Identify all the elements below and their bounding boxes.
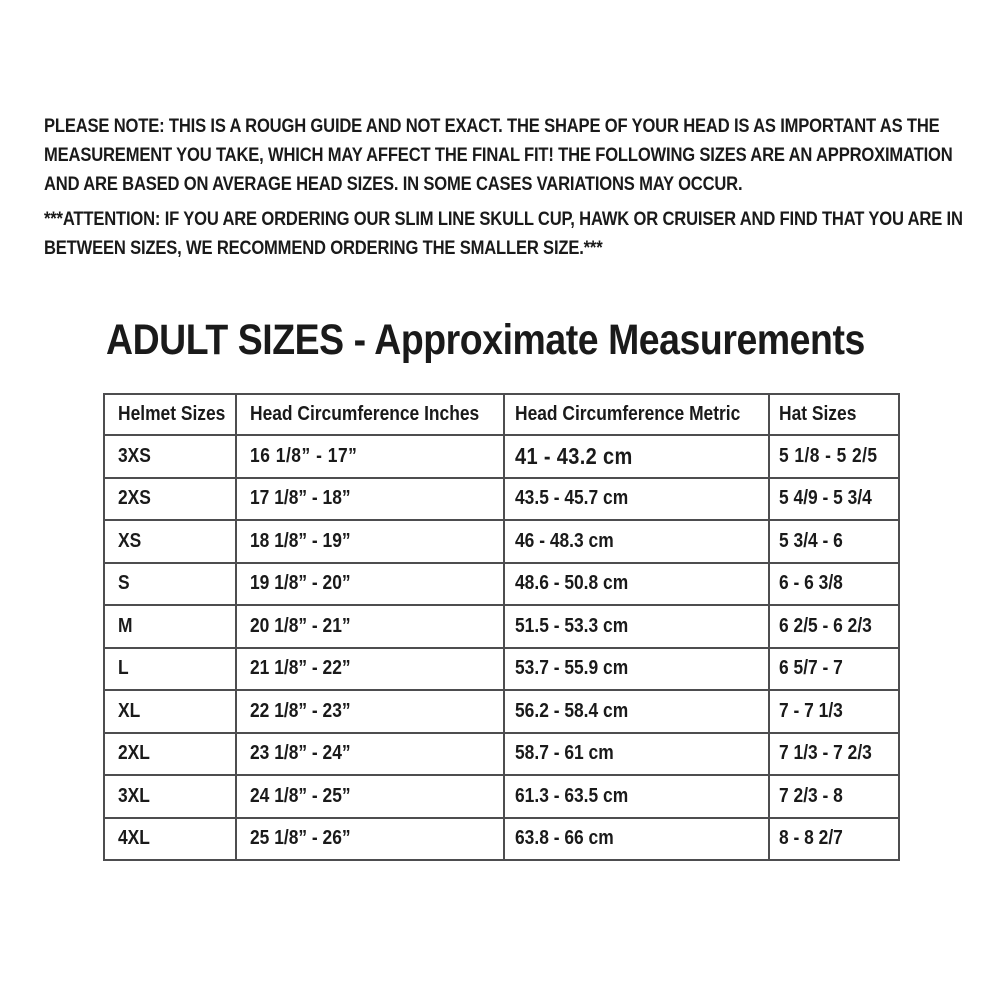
- table-cell-value: 7 - 7 1/3: [779, 699, 843, 722]
- column-header: [104, 394, 236, 435]
- table-cell-value: XL: [118, 699, 141, 722]
- table-cell: [769, 435, 899, 478]
- column-header: [236, 394, 504, 435]
- table-cell: [769, 733, 899, 776]
- table-cell: [236, 733, 504, 776]
- table-cell: [504, 605, 769, 648]
- table-cell: [236, 775, 504, 818]
- table-row: [104, 648, 899, 691]
- table-cell-value: 53.7 - 55.9 cm: [515, 657, 629, 680]
- table-cell: [104, 690, 236, 733]
- table-row: [104, 478, 899, 521]
- table-cell: [769, 478, 899, 521]
- table-cell: [236, 690, 504, 733]
- table-cell-value: 3XL: [118, 784, 150, 807]
- table-cell-value: 63.8 - 66 cm: [515, 827, 614, 850]
- table-cell-value: 5 4/9 - 5 3/4: [779, 487, 872, 510]
- table-cell-value: 25 1/8” - 26”: [250, 827, 351, 850]
- table-cell-value: L: [118, 657, 129, 680]
- column-header: [769, 394, 899, 435]
- table-cell: [769, 563, 899, 606]
- table-cell: [769, 690, 899, 733]
- please-note-paragraph: PLEASE NOTE: THIS IS A ROUGH GUIDE AND NOT EXACT. THE SHAPE OF YOUR HEAD IS AS IMPORTANT AS THE MEASUREMENT YOU TAKE, WHICH MAY AFFECT THE FINAL FIT! THE FOLLOWING SIZES ARE AN APPROXIMATION AND ARE BASED ON AVERAGE HEAD SIZES. IN SOME CASES VARIATIONS MAY OCCUR.: [44, 115, 953, 195]
- table-cell: [504, 478, 769, 521]
- column-header-label: Hat Sizes: [779, 403, 857, 425]
- table-cell: [104, 520, 236, 563]
- table-row: [104, 690, 899, 733]
- table-cell: [236, 435, 504, 478]
- table-cell-value: 7 2/3 - 8: [779, 784, 843, 807]
- table-cell-value: 3XS: [118, 444, 151, 467]
- table-cell: [504, 733, 769, 776]
- table-cell-value: S: [118, 572, 130, 595]
- table-cell: [104, 775, 236, 818]
- table-cell-value: 24 1/8” - 25”: [250, 784, 351, 807]
- table-cell: [104, 648, 236, 691]
- table-cell: [104, 563, 236, 606]
- table-cell: [769, 605, 899, 648]
- table-cell-value: 43.5 - 45.7 cm: [515, 487, 629, 510]
- column-header: [504, 394, 769, 435]
- table-cell: [769, 520, 899, 563]
- table-cell: [504, 690, 769, 733]
- table-cell-value: 20 1/8” - 21”: [250, 614, 351, 637]
- table-row: [104, 733, 899, 776]
- table-cell: [769, 818, 899, 861]
- table-cell-value: M: [118, 614, 133, 637]
- table-row: [104, 435, 899, 478]
- column-header-label: Head Circumference Metric: [515, 403, 741, 425]
- table-cell-value: 58.7 - 61 cm: [515, 742, 614, 765]
- table-cell: [236, 818, 504, 861]
- table-row: [104, 605, 899, 648]
- table-cell-value: 7 1/3 - 7 2/3: [779, 742, 872, 765]
- table-cell-value: 16 1/8” - 17”: [250, 444, 358, 467]
- table-cell-value: 2XL: [118, 742, 150, 765]
- table-cell-value: 6 - 6 3/8: [779, 572, 843, 595]
- table-cell-value: 21 1/8” - 22”: [250, 657, 351, 680]
- table-cell: [104, 733, 236, 776]
- table-row: [104, 775, 899, 818]
- table-cell-value: 22 1/8” - 23”: [250, 699, 351, 722]
- table-cell-value: 23 1/8” - 24”: [250, 742, 351, 765]
- table-cell: [504, 818, 769, 861]
- column-header-label: Helmet Sizes: [118, 403, 226, 425]
- table-cell: [104, 605, 236, 648]
- table-cell-value: 8 - 8 2/7: [779, 827, 843, 850]
- table-cell-value: 56.2 - 58.4 cm: [515, 699, 629, 722]
- table-header-row: [104, 394, 899, 435]
- table-cell-value: 51.5 - 53.3 cm: [515, 614, 629, 637]
- table-cell: [104, 435, 236, 478]
- column-header-label: Head Circumference Inches: [250, 403, 480, 425]
- table-cell: [236, 478, 504, 521]
- table-cell: [236, 520, 504, 563]
- table-cell: [104, 478, 236, 521]
- table-cell: [769, 775, 899, 818]
- table-cell-value: 17 1/8” - 18”: [250, 487, 351, 510]
- table-cell-value: XS: [118, 529, 142, 552]
- table-cell-value: 5 1/8 - 5 2/5: [779, 444, 878, 467]
- table-cell: [504, 435, 769, 478]
- table-cell-value: 6 5/7 - 7: [779, 657, 843, 680]
- table-body: [104, 435, 899, 860]
- table-cell-value: 46 - 48.3 cm: [515, 529, 614, 552]
- table-cell: [769, 648, 899, 691]
- table-cell-value: 18 1/8” - 19”: [250, 529, 351, 552]
- table-cell: [504, 775, 769, 818]
- table-row: [104, 818, 899, 861]
- table-cell: [236, 648, 504, 691]
- table-cell-value: 19 1/8” - 20”: [250, 572, 351, 595]
- table-row: [104, 563, 899, 606]
- table-cell-value: 6 2/5 - 6 2/3: [779, 614, 872, 637]
- table-cell-value: 5 3/4 - 6: [779, 529, 843, 552]
- table-cell-value: 61.3 - 63.5 cm: [515, 784, 629, 807]
- table-cell: [236, 563, 504, 606]
- table-cell-value: 48.6 - 50.8 cm: [515, 572, 629, 595]
- table-cell: [104, 818, 236, 861]
- table-cell-value: 2XS: [118, 487, 151, 510]
- table-cell: [504, 648, 769, 691]
- table-row: [104, 520, 899, 563]
- adult-sizes-table: [103, 393, 900, 861]
- page-title: ADULT SIZES - Approximate Measurements: [106, 316, 865, 364]
- table-cell: [236, 605, 504, 648]
- table-cell: [504, 520, 769, 563]
- table-cell: [504, 563, 769, 606]
- table-cell-value: 4XL: [118, 827, 150, 850]
- table-cell-value: 41 - 43.2 cm: [515, 442, 633, 469]
- attention-paragraph: ***ATTENTION: IF YOU ARE ORDERING OUR SLIM LINE SKULL CUP, HAWK OR CRUISER AND FIND THAT YOU ARE IN BETWEEN SIZES, WE RECOMMEND ORDERING THE SMALLER SIZE.***: [44, 208, 963, 259]
